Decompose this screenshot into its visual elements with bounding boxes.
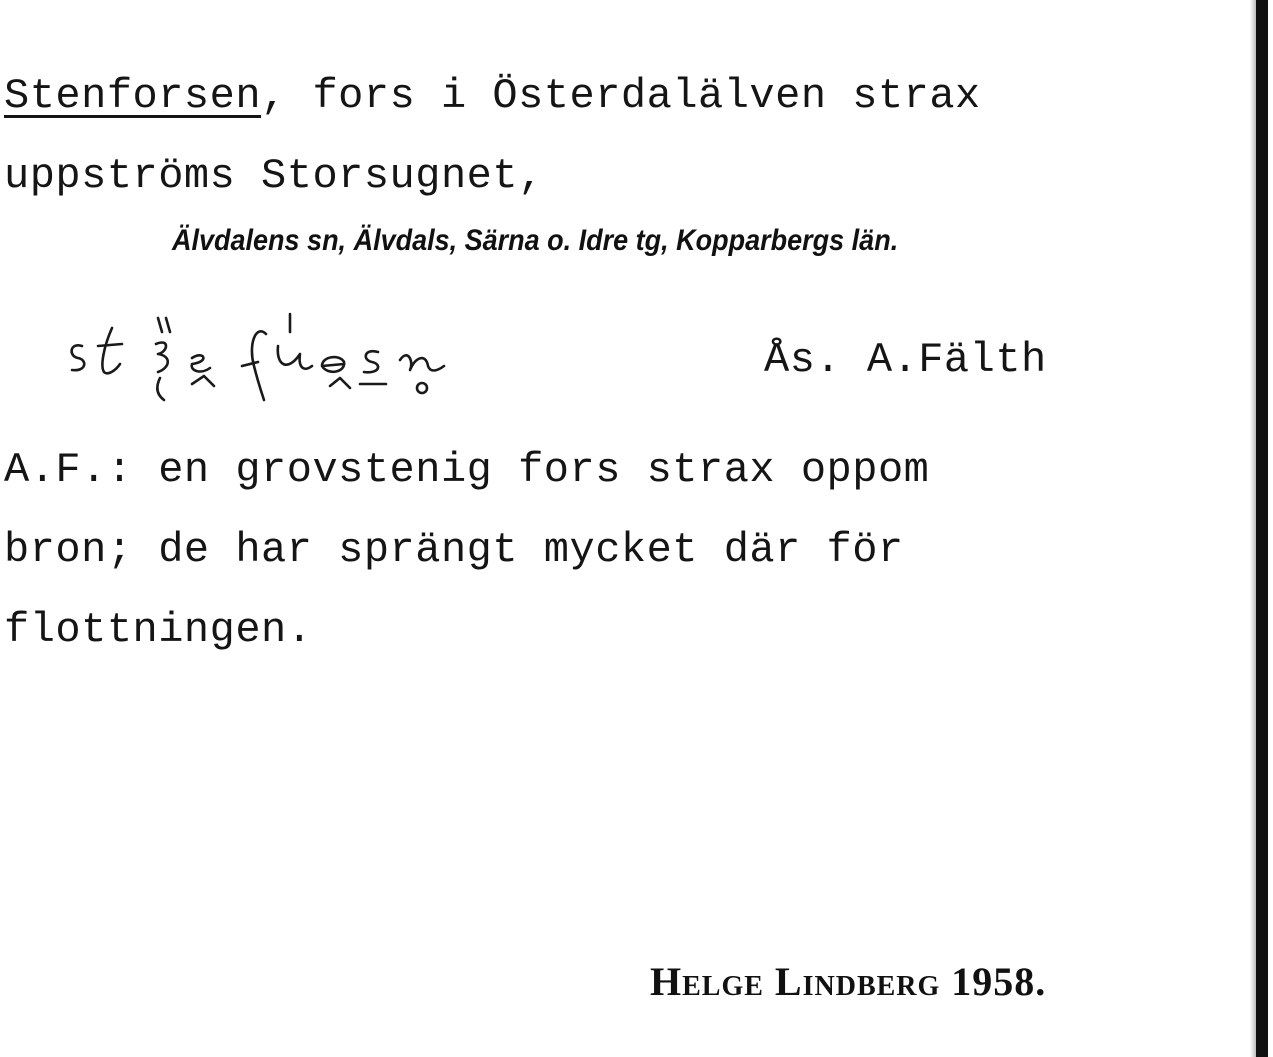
note-line-2: bron; de har sprängt mycket där för	[4, 526, 904, 574]
card-edge	[1256, 0, 1268, 1057]
note-line-1: A.F.: en grovstenig fors strax oppom	[4, 446, 930, 494]
phonetic-transcription-handwriting	[60, 310, 500, 410]
entry-line-1-rest: , fors i Österdalälven strax	[261, 72, 981, 120]
entry-line-2: uppströms Storsugnet,	[4, 152, 544, 200]
headword: Stenforsen	[4, 72, 262, 120]
collector-signature: Helge Lindberg 1958.	[650, 959, 1047, 1004]
note-line-3: flottningen.	[4, 606, 313, 654]
informant-source: Ås. A.Fälth	[764, 336, 1047, 384]
entry-line-1	[4, 72, 981, 120]
parish-stamp: Älvdalens sn, Älvdals, Särna o. Idre tg, Kopparbergs län.	[172, 224, 899, 257]
